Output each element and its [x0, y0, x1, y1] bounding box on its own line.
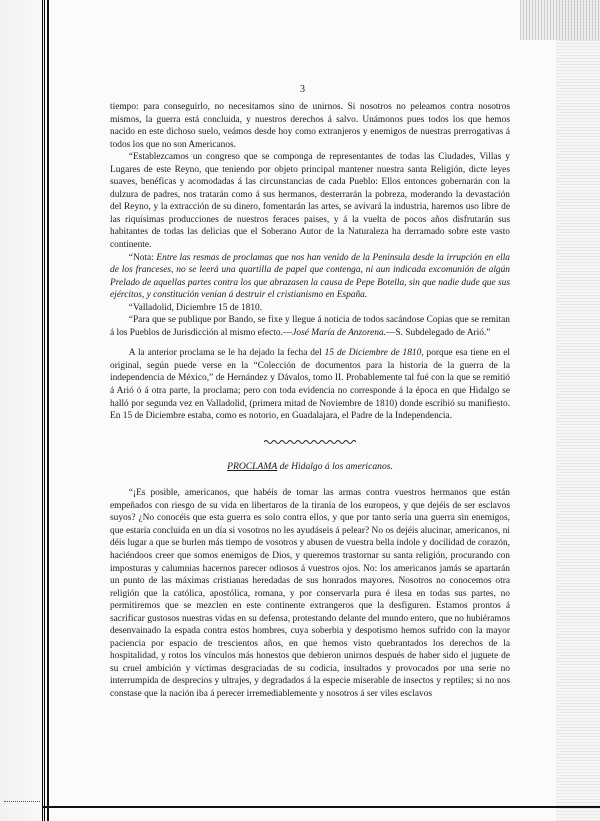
nota-text: Entre las resmas de proclamas que nos han venido de la Península desde la irrupción en ella de los franceses, no se leerá una quartilla de papel que contenga, ni aun indicada excomunión de algún Prelado de aquellas partes contra los que abrazasen la causa de Pepe Botella, sin que nadie dude que sus ejércitos, y constitución venían á destruir el cristianismo en España.: [110, 252, 510, 301]
wavy-rule-ornament: [264, 439, 356, 445]
commentary-part2: , porque esa tiene en el original, según puede verse en la “Colección de documentos para la historia de la guerra de la independencia de México,” de Hernández y Dávalos, tomo II. Probablemente tal fué con la que se remitió á Arió ó á otra parte, la proclama; pero con toda evidencia no corresponde á la época en que Hidalgo se halló por segunda vez en Valladolid, (primera mitad de Noviembre de 1810) donde escribió su manifiesto. En 15 de Diciembre estaba, como es notorio, en Guadalajara, el Padre de la Independencia.: [110, 348, 510, 422]
bando-signer: José María de Anzorena.: [292, 327, 387, 338]
binding-edge: [42, 0, 51, 821]
spacer: [110, 339, 510, 347]
nota-label: “Nota:: [128, 252, 154, 263]
bando-text: “Para que se publique por Bando, se fixe y llegue á noticia de todos sacándose Copias que se remitan á los Pueblos de Jurisdicción al mismo efecto.—: [110, 315, 510, 338]
heading-sub: de Hidalgo á los americanos.: [279, 460, 393, 472]
scan-shadow-right: [556, 0, 600, 821]
page-number: 3: [300, 84, 305, 95]
bando-paragraph: [110, 314, 510, 339]
section-separator: [110, 437, 510, 445]
dateline: “Valladolid, Diciembre 15 de 1810.: [128, 302, 263, 313]
proclama-body: “¡Es posible, americanos, que habéis de tomar las armas contra vuestros hermanos que están empeñados con riesgo de su vida en libertaros de la tiranía de los europeos, y que dejéis de ser esclavos suyos? ¿No conocéis que esta guerra es solo contra ellos, y que por tanto sería una guerra sin enemigos, que estaría concluida en un día si vosotros no les ayudáseis á pelear? No os dejéis alucinar, americanos, ni déis lugar a que se burlen más tiempo de vosotros y abusen de vuestra bella índole y docilidad de corazón, haciéndoos creer que somos enemigos de Dios, y queremos trastornar su santa religión, procurando con imposturas y calumnias hacernos parecer odiosos á vuestros ojos. No: los americanos jamás se apartarán un punto de las máximas cristianas heredadas de sus honrados mayores. Nosotros no conocemos otra religión que la católica, apostólica, romana, y por conservarla pura é ilesa en todas sus partes, no permitiremos que se mezclen en este continente extrangeros que la desfiguren. Estamos prontos á sacrificar gustosos nuestras vidas en su defensa, protestando delante del mundo entero, que no hubiéramos desenvainado la espada contra estos hombres, cuya soberbia y despotismo hemos sufrido con la mayor paciencia por espacio de trescientos años, en que hemos visto quebrantados los derechos de la hospitalidad, y rotos los vínculos más honestos que debieron unirnos después de haber sido el juguete de su cruel ambición y víctimas desgraciadas de su codicia, insultados y provocados por una serie no interrumpida de desprecios y ultrajes, y degradados á la especie miserable de insectos y reptiles; si no nos constase que la nación iba á perecer irremediablemente y nosotros á ser viles esclavos: [110, 488, 510, 699]
commentary-date: 15 de Diciembre de 1810: [324, 348, 422, 359]
nota-paragraph: [110, 252, 510, 302]
commentary-paragraph: [110, 347, 510, 422]
proclama-heading: [110, 461, 510, 474]
heading-main: PROCLAMA: [227, 460, 278, 472]
scan-margin-mark: [4, 801, 40, 802]
page-bottom-rule: [42, 806, 600, 808]
paragraph-intro: tiempo: para conseguirlo, no necesitamos sino de unirnos. Si nosotros no peleamos contra nosotros mismos, la guerra está concluida, y nuestros derechos á salvo. Unámonos pues todos los que hemos nacido en este dichoso suelo, veámos desde hoy como extranjeros y enemigos de nuestras prerrogativas á todos los que no son Americanos.: [110, 102, 510, 150]
scan-corner-noise: [520, 0, 600, 40]
paragraph-congress: “Establezcamos un congreso que se componga de representantes de todas las Ciudades, Villas y Lugares de este Reyno, que teniendo por objeto principal mantener nuestra santa Religión, dicte leyes suaves, benéficas y acomodadas á las circunstancias de cada Pueblo: Ellos entonces gobernarán con la dulzura de padres, nos tratarán como á sus hermanos, desterrarán la pobreza, moderando la devastación del Reyno, y la extracción de su dinero, fomentarán las artes, se avivará la industria, haremos uso libre de las riquísimas producciones de nuestros feraces paises, y á la vuelta de pocos años disfrutarán sus habitantes de todas las delicias que el Soberano Autor de la Naturaleza ha derramado sobre este vasto continente.: [110, 152, 510, 251]
commentary-part1: A la anterior proclama se le ha dejado la fecha del: [128, 348, 325, 359]
document-page: [110, 101, 510, 701]
bando-tail: —S. Subdelegado de Arió.”: [386, 327, 491, 338]
